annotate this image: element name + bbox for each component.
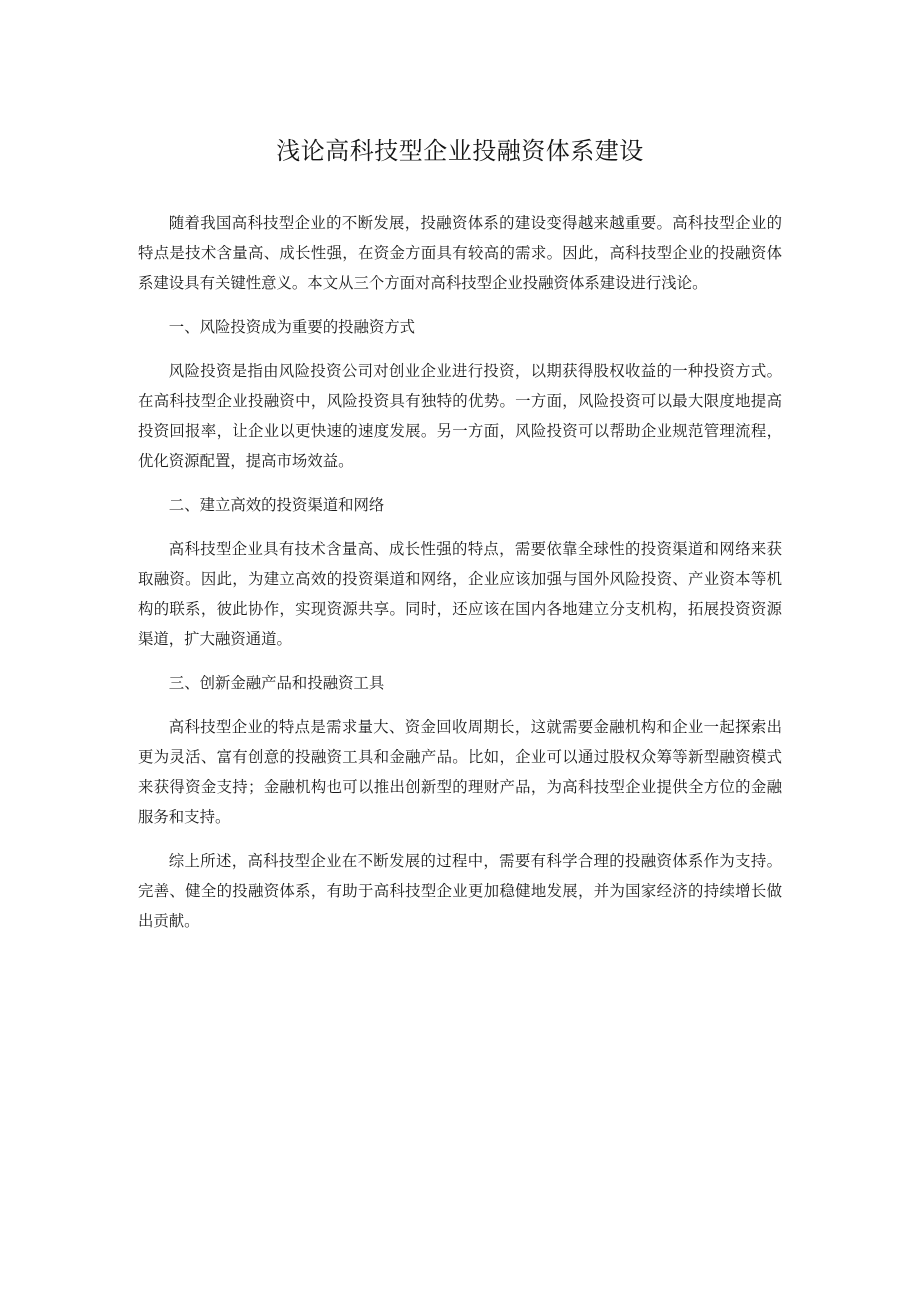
document-body xyxy=(138,208,782,950)
section-2-paragraph: 高科技型企业具有技术含量高、成长性强的特点，需要依靠全球性的投资渠道和网络来获取融资。因此，为建立高效的投资渠道和网络，企业应该加强与国外风险投资、产业资本等机构的联系，彼此协作，实现资源共享。同时，还应该在国内各地建立分支机构，拓展投资资源渠道，扩大融资通道。 xyxy=(138,540,782,648)
section-3-paragraph: 高科技型企业的特点是需求量大、资金回收周期长，这就需要金融机构和企业一起探索出更为灵活、富有创意的投融资工具和金融产品。比如，企业可以通过股权众筹等新型融资模式来获得资金支持；金融机构也可以推出创新型的理财产品，为高科技型企业提供全方位的金融服务和支持。 xyxy=(138,718,782,826)
section-heading-1: 一、风险投资成为重要的投融资方式 xyxy=(168,318,416,336)
intro-paragraph: 随着我国高科技型企业的不断发展，投融资体系的建设变得越来越重要。高科技型企业的特点是技术含量高、成长性强，在资金方面具有较高的需求。因此，高科技型企业的投融资体系建设具有关键性意义。本文从三个方面对高科技型企业投融资体系建设进行浅论。 xyxy=(138,214,782,292)
section-heading-3: 三、创新金融产品和投融资工具 xyxy=(168,674,385,692)
document-title: 浅论高科技型企业投融资体系建设 xyxy=(276,137,644,165)
section-1-paragraph: 风险投资是指由风险投资公司对创业企业进行投资，以期获得股权收益的一种投资方式。在高科技型企业投融资中，风险投资具有独特的优势。一方面，风险投资可以最大限度地提高投资回报率，让企业以更快速的速度发展。另一方面，风险投资可以帮助企业规范管理流程，优化资源配置，提高市场效益。 xyxy=(138,362,782,470)
conclusion-paragraph: 综上所述，高科技型企业在不断发展的过程中，需要有科学合理的投融资体系作为支持。完善、健全的投融资体系，有助于高科技型企业更加稳健地发展，并为国家经济的持续增长做出贡献。 xyxy=(138,852,782,930)
section-heading-2: 二、建立高效的投资渠道和网络 xyxy=(168,496,385,514)
